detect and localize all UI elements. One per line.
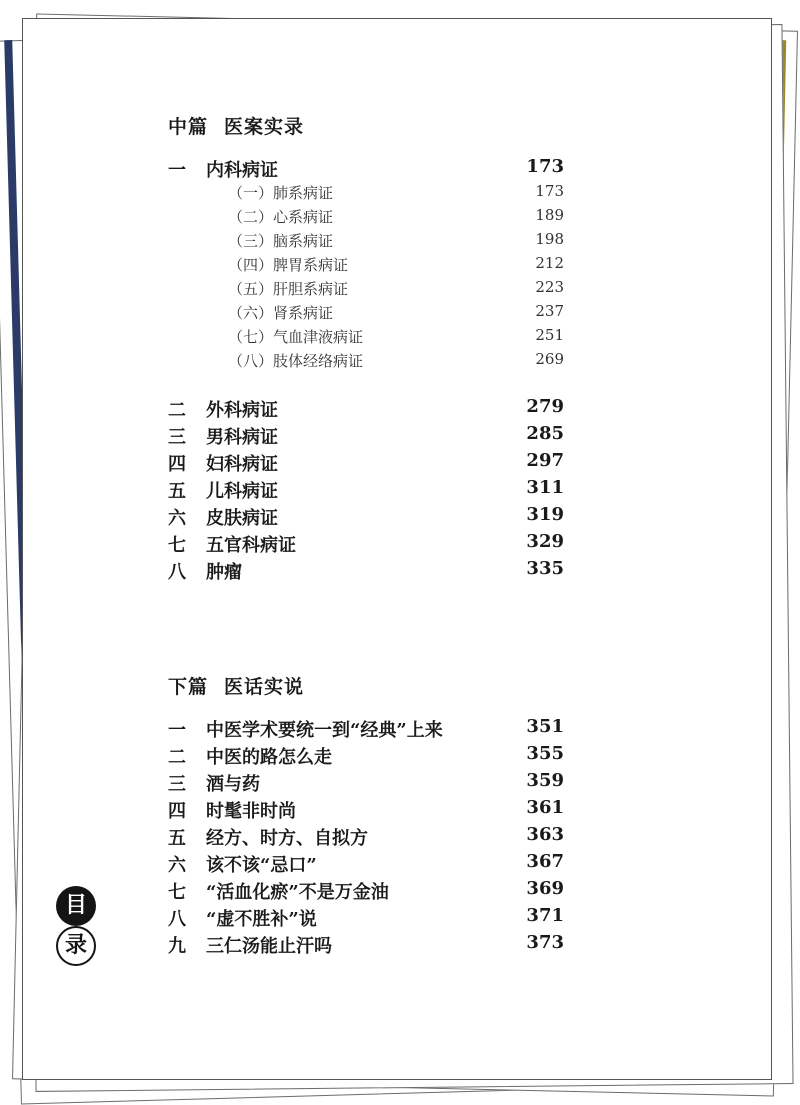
toc-entry[interactable] xyxy=(168,743,564,769)
entry-page: 351 xyxy=(526,716,564,737)
entry-page: 359 xyxy=(526,770,564,791)
contents-badge-bottom: 录 xyxy=(56,926,96,966)
toc-entry[interactable] xyxy=(168,396,564,422)
toc-subentry[interactable] xyxy=(228,302,564,324)
subentry-page: 237 xyxy=(535,302,564,320)
subentry-page: 251 xyxy=(535,326,564,344)
toc-entry[interactable] xyxy=(168,851,564,877)
toc-entry[interactable] xyxy=(168,504,564,530)
entry-number: 一 xyxy=(168,720,186,741)
subentry-page: 173 xyxy=(535,182,564,200)
entry-label: 男科病证 xyxy=(206,427,278,448)
entry-label: 外科病证 xyxy=(206,400,278,421)
section-title-middle xyxy=(168,112,304,139)
entry-page: 173 xyxy=(526,156,564,177)
subentry-page: 198 xyxy=(535,230,564,248)
subentry-label: （五）肝胆系病证 xyxy=(228,280,349,298)
entry-number: 五 xyxy=(168,828,186,849)
entry-page: 371 xyxy=(526,905,564,926)
entry-label: “虚不胜补”说 xyxy=(206,909,317,930)
entry-number: 五 xyxy=(168,481,186,502)
entry-page: 297 xyxy=(526,450,564,471)
subentry-page: 212 xyxy=(535,254,564,272)
subentry-label: （一）肺系病证 xyxy=(228,184,334,202)
entry-page: 311 xyxy=(526,477,564,498)
subentry-label: （二）心系病证 xyxy=(228,208,334,226)
entry-page: 329 xyxy=(526,531,564,552)
entry-label: 儿科病证 xyxy=(206,481,278,502)
toc-subentry[interactable] xyxy=(228,230,564,252)
entry-number: 八 xyxy=(168,909,186,930)
toc-subentry[interactable] xyxy=(228,254,564,276)
entry-number: 七 xyxy=(168,535,186,556)
entry-number: 四 xyxy=(168,801,186,822)
entry-page: 319 xyxy=(526,504,564,525)
entry-page: 369 xyxy=(526,878,564,899)
subentry-page: 223 xyxy=(535,278,564,296)
toc-entry[interactable] xyxy=(168,450,564,476)
entry-label: 中医的路怎么走 xyxy=(206,747,332,768)
entry-number: 八 xyxy=(168,562,186,583)
subentry-label: （八）肢体经络病证 xyxy=(228,352,364,370)
entry-label: 经方、时方、自拟方 xyxy=(206,828,368,849)
toc-subentry[interactable] xyxy=(228,350,564,372)
toc-entry[interactable] xyxy=(168,905,564,931)
section-heading: 中篇 xyxy=(168,116,209,138)
contents-badge-top: 目 xyxy=(56,886,96,926)
toc-entry[interactable] xyxy=(168,770,564,796)
entry-label: 时髦非时尚 xyxy=(206,801,296,822)
toc-entry[interactable] xyxy=(168,477,564,503)
entry-label: 该不该“忌口” xyxy=(206,855,317,876)
section-heading: 下篇 xyxy=(168,676,209,698)
toc-subentry[interactable] xyxy=(228,326,564,348)
entry-number: 九 xyxy=(168,936,186,957)
toc-entry[interactable] xyxy=(168,878,564,904)
toc-subentry[interactable] xyxy=(228,206,564,228)
entry-number: 六 xyxy=(168,855,186,876)
entry-number: 三 xyxy=(168,774,186,795)
section-title-text: 医案实录 xyxy=(224,116,305,138)
entry-label: 肿瘤 xyxy=(206,562,242,583)
subentry-label: （六）肾系病证 xyxy=(228,304,334,322)
subentry-page: 269 xyxy=(535,350,564,368)
entry-page: 363 xyxy=(526,824,564,845)
entry-label: 中医学术要统一到“经典”上来 xyxy=(206,720,443,741)
entry-page: 367 xyxy=(526,851,564,872)
entry-label: 三仁汤能止汗吗 xyxy=(206,936,332,957)
entry-page: 285 xyxy=(526,423,564,444)
entry-label: 内科病证 xyxy=(206,160,278,181)
entry-number: 七 xyxy=(168,882,186,903)
toc-entry[interactable] xyxy=(168,558,564,584)
toc-entry[interactable] xyxy=(168,531,564,557)
subentry-page: 189 xyxy=(535,206,564,224)
entry-label: 酒与药 xyxy=(206,774,260,795)
entry-number: 二 xyxy=(168,400,186,421)
entry-label: 皮肤病证 xyxy=(206,508,278,529)
entry-label: 五官科病证 xyxy=(206,535,296,556)
subentry-label: （七）气血津液病证 xyxy=(228,328,364,346)
entry-page: 279 xyxy=(526,396,564,417)
entry-number: 三 xyxy=(168,427,186,448)
entry-number: 二 xyxy=(168,747,186,768)
subentry-label: （四）脾胃系病证 xyxy=(228,256,349,274)
entry-label: 妇科病证 xyxy=(206,454,278,475)
toc-entry[interactable] xyxy=(168,716,564,742)
section-title-lower xyxy=(168,672,304,699)
entry-page: 373 xyxy=(526,932,564,953)
toc-subentry[interactable] xyxy=(228,278,564,300)
entry-number: 一 xyxy=(168,160,186,181)
toc-entry[interactable] xyxy=(168,932,564,958)
entry-number: 四 xyxy=(168,454,186,475)
toc-entry[interactable] xyxy=(168,423,564,449)
toc-entry[interactable] xyxy=(168,797,564,823)
toc-entry[interactable] xyxy=(168,156,564,182)
entry-label: “活血化瘀”不是万金油 xyxy=(206,882,389,903)
entry-page: 361 xyxy=(526,797,564,818)
entry-number: 六 xyxy=(168,508,186,529)
subentry-label: （三）脑系病证 xyxy=(228,232,334,250)
toc-subentry[interactable] xyxy=(228,182,564,204)
toc-entry[interactable] xyxy=(168,824,564,850)
entry-page: 335 xyxy=(526,558,564,579)
section-title-text: 医话实说 xyxy=(224,676,305,698)
entry-page: 355 xyxy=(526,743,564,764)
